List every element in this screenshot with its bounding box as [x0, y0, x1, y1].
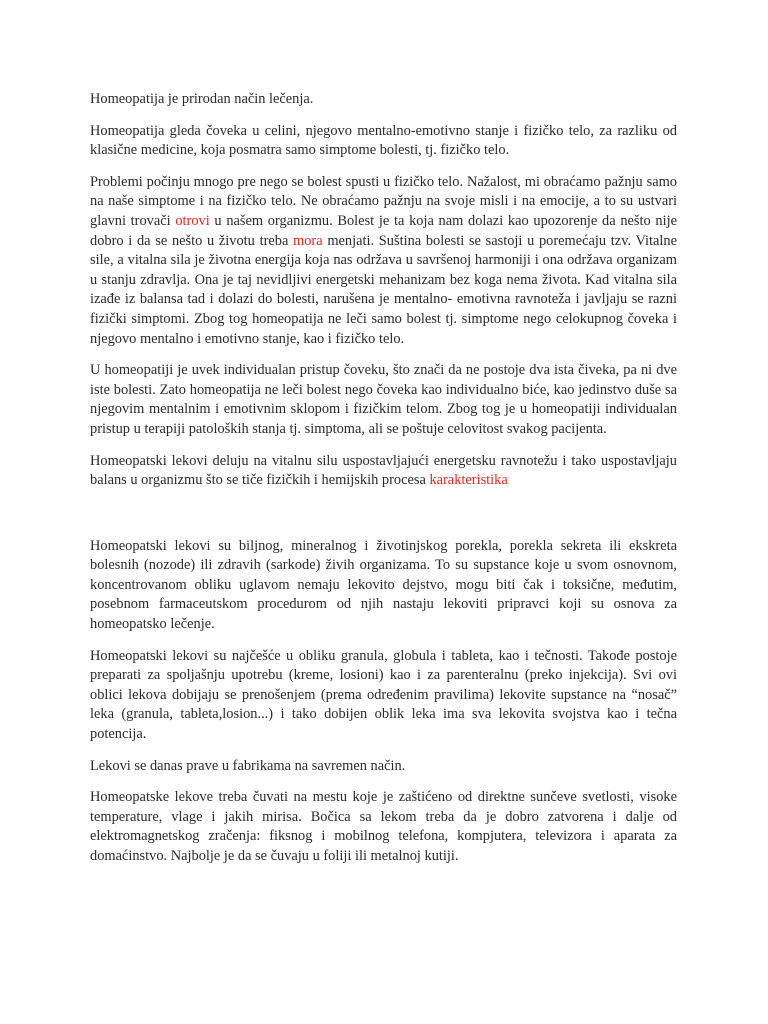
paragraph-vital-force	[90, 452, 677, 491]
highlight-karakteristika: karakteristika	[429, 472, 508, 489]
paragraph-origin: Homeopatski lekovi su biljnog, mineralnog i životinjskog porekla, porekla sekreta ili ekskreta bolesnih (nozode) ili zdravih (sarkode) živih organizama. To su supstance koje u svom osnovnom, koncentrovanom obliku uglavom nemaju lekovito dejstvo, mogu biti čak i toksične, međutim, posebnom farmaceutskom procedurom od njih nastaju lekoviti pripravci koji su osnova za homeopatsko lečenje.	[90, 537, 677, 633]
paragraph-forms: Homeopatski lekovi su najčešće u obliku granula, globula i tableta, kao i tečnosti. Takođe postoje preparati za spoljašnju upotrebu (kreme, losioni) kao i za parenteralnu (preko injekcija). Svi ovi oblici lekova dobijaju se prenošenjem (prema određenim pravilima) lekovite supstance na “nosač” leka (granula, tableta,losion...) i tako dobijen oblik leka ima sva lekovita svojstva kao i tečna potencija.	[90, 647, 677, 743]
paragraph-manufacturing: Lekovi se danas prave u fabrikama na savremen način.	[90, 757, 406, 774]
paragraph-problems	[90, 173, 677, 349]
highlight-mora: mora	[293, 232, 323, 249]
paragraph-problems-part-b: u našem organizmu. Bolest je ta koja nam dolazi kao upozorenje da nešto nije dobro i da se nešto u životu treba	[90, 212, 677, 249]
paragraph-problems-part-c: menjati. Suština bolesti se sastoji u poremećaju tzv. Vitalne sile, a vitalna sila je životna energija koja nas održava u savršenoj harmoniji i ona održava organizam u stanju zdravlja. Ona je taj nevidljivi energetski mehanizam bez koga nema života. Kad vitalna sila izađe iz balansa tad i dolazi do bolesti, narušena je mentalno- emotivna ravnoteža i javljaju se razni fizički simptomi. Zbog tog homeopatija ne leči samo bolest tj. simptome nego celokupnog čoveka i njegovo mentalno i emotivno stanje, kao i fizičko telo.	[90, 232, 677, 347]
paragraph-holistic: Homeopatija gleda čoveka u celini, njegovo mentalno-emotivno stanje i fizičko telo, za razliku od klasične medicine, koja posmatra samo simptome bolesti, tj. fizičko telo.	[90, 122, 677, 159]
paragraph-storage: Homeopatske lekove treba čuvati na mestu koje je zaštićeno od direktne sunčeve svetlosti, visoke temperature, vlage i jakih mirisa. Bočica sa lekom treba da je dobro zatvorena i dalje od elektromagnetskog zračenja: fiksnog i mobilnog telefona, kompjutera, televizora i aparata za domaćinstvo. Najbolje je da se čuvaju u foliji ili metalnoj kutiji.	[90, 789, 677, 864]
paragraph-intro: Homeopatija je prirodan način lečenja.	[90, 91, 314, 107]
document-page	[90, 90, 677, 879]
paragraph-vital-force-text: Homeopatski lekovi deluju na vitalnu silu uspostavljajući energetsku ravnotežu i tako uspostavljaju balans u organizmu što se tiče fizičkih i hemijskih procesa	[90, 452, 677, 489]
paragraph-problems-part-a: Problemi počinju mnogo pre nego se bolest spusti u fizičko telo. Nažalost, mi obraćamo pažnju samo na naše simptome i na fizičko telo. Ne obraćamo pažnju na svoje misli i na emocije, a to su ustvari glavni trovači	[90, 173, 677, 229]
highlight-otrovi: otrovi	[175, 212, 210, 229]
paragraph-individual: U homeopatiji je uvek individualan pristup čoveku, što znači da ne postoje dva ista čiveka, pa ni dve iste bolesti. Zato homeopatija ne leči bolest nego čoveka kao individualno biće, kao jedinstvo duše sa njegovim mentalnim i emotivnim sklopom i fizičkim telom. Zbog tog je u homeopatiji individualan pristup u terapiji patoloških stanja tj. simptoma, ali se poštuje celovitost svakog pacijenta.	[90, 362, 677, 437]
